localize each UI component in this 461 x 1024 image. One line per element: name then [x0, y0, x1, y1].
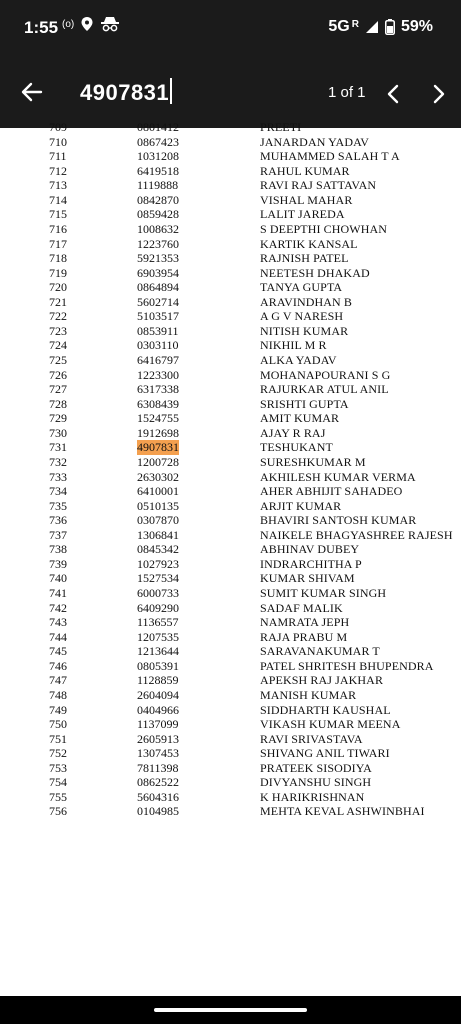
find-search-input[interactable] [80, 78, 290, 108]
incognito-icon [100, 16, 120, 32]
table-row [0, 440, 461, 455]
roll-number: 0404966 [137, 702, 179, 717]
candidate-name: SADAF MALIK [260, 600, 343, 615]
system-navigation-bar [0, 996, 461, 1024]
candidate-name: RAVI RAJ SATTAVAN [260, 178, 377, 193]
candidate-name: ARAVINDHAN B [260, 294, 352, 309]
table-row [0, 615, 461, 630]
candidate-name: VIKASH KUMAR MEENA [260, 717, 401, 732]
serial-number: 751 [49, 731, 67, 746]
signal-icon [365, 20, 379, 34]
serial-number: 750 [49, 717, 67, 732]
serial-number: 718 [49, 251, 67, 266]
roll-number: 0801412 [137, 120, 179, 134]
table-row [0, 528, 461, 543]
result-list [0, 120, 461, 819]
serial-number: 745 [49, 644, 67, 659]
candidate-name: SURESHKUMAR M [260, 454, 366, 469]
candidate-name: SARAVANAKUMAR T [260, 644, 380, 659]
status-left-icons [62, 16, 120, 32]
serial-number: 728 [49, 396, 67, 411]
roll-number: 2604094 [137, 687, 179, 702]
roll-number: 2605913 [137, 731, 179, 746]
find-in-page-bar [0, 56, 461, 128]
find-query-text: 4907831 [80, 80, 170, 105]
candidate-name: RAVI SRIVASTAVA [260, 731, 363, 746]
back-arrow-icon[interactable] [18, 78, 46, 106]
serial-number: 721 [49, 294, 67, 309]
roll-number: 2630302 [137, 469, 179, 484]
serial-number: 722 [49, 309, 67, 324]
candidate-name: K HARIKRISHNAN [260, 789, 365, 804]
serial-number: 710 [49, 134, 67, 149]
table-row [0, 178, 461, 193]
serial-number: 743 [49, 615, 67, 630]
candidate-name: SHIVANG ANIL TIWARI [260, 746, 390, 761]
candidate-name: SIDDHARTH KAUSHAL [260, 702, 391, 717]
table-row [0, 484, 461, 499]
candidate-name: MANISH KUMAR [260, 687, 357, 702]
table-row [0, 673, 461, 688]
roll-number: 1223760 [137, 236, 179, 251]
candidate-name: JANARDAN YADAV [260, 134, 370, 149]
table-row [0, 280, 461, 295]
candidate-name: RAHUL KUMAR [260, 163, 350, 178]
table-row [0, 761, 461, 776]
match-count: 1 of 1 [328, 84, 366, 101]
candidate-name: KARTIK KANSAL [260, 236, 358, 251]
candidate-name: NITISH KUMAR [260, 323, 349, 338]
roll-number: 5604316 [137, 789, 179, 804]
serial-number: 737 [49, 527, 67, 542]
candidate-name: TESHUKANT [260, 440, 333, 455]
candidate-name: RAJURKAR ATUL ANIL [260, 382, 389, 397]
candidate-name: ABHINAV DUBEY [260, 542, 360, 557]
table-row [0, 804, 461, 819]
roll-number: 6000733 [137, 586, 179, 600]
candidate-name: PREETI [260, 120, 302, 134]
candidate-name: APEKSH RAJ JAKHAR [260, 673, 384, 688]
serial-number: 747 [49, 673, 67, 688]
roll-number: 0510135 [137, 498, 179, 513]
battery-percent: 59% [400, 18, 433, 35]
serial-number: 734 [49, 484, 67, 499]
table-row [0, 222, 461, 237]
roll-number: 0805391 [137, 658, 179, 673]
candidate-name: AJAY R RAJ [260, 425, 326, 440]
roll-number: 1207535 [137, 629, 179, 644]
candidate-name: TANYA GUPTA [260, 280, 343, 295]
serial-number: 752 [49, 746, 67, 761]
serial-number: 723 [49, 323, 67, 338]
serial-number: 753 [49, 760, 67, 775]
serial-number: 716 [49, 221, 67, 236]
roll-number: 1213644 [137, 644, 179, 659]
location-pin-icon [80, 16, 94, 32]
table-row [0, 601, 461, 616]
table-row [0, 513, 461, 528]
table-row [0, 295, 461, 310]
table-row [0, 455, 461, 470]
candidate-name: A G V NARESH [260, 309, 344, 324]
serial-number: 738 [49, 542, 67, 557]
candidate-name: BHAVIRI SANTOSH KUMAR [260, 513, 417, 528]
table-row [0, 688, 461, 703]
table-row [0, 149, 461, 164]
roll-number: 0862522 [137, 775, 179, 790]
table-row [0, 266, 461, 281]
table-row [0, 251, 461, 266]
candidate-name: KUMAR SHIVAM [260, 571, 355, 586]
candidate-name: SUMIT KUMAR SINGH [260, 586, 387, 600]
serial-number: 726 [49, 367, 67, 382]
candidate-name: RAJA PRABU M [260, 629, 348, 644]
roll-number: 1137099 [137, 717, 179, 732]
table-row [0, 542, 461, 557]
roll-number: 1136557 [137, 615, 179, 630]
serial-number: 744 [49, 629, 67, 644]
table-row [0, 207, 461, 222]
candidate-name: AKHILESH KUMAR VERMA [260, 469, 416, 484]
serial-number: 727 [49, 382, 67, 397]
table-row [0, 659, 461, 674]
next-match-button[interactable] [424, 80, 452, 108]
table-row [0, 790, 461, 805]
roll-number: 0867423 [137, 134, 179, 149]
roll-number: 5602714 [137, 294, 179, 309]
candidate-name: DIVYANSHU SINGH [260, 775, 372, 790]
roll-number: 1119888 [137, 178, 179, 193]
network-type: 5G [328, 18, 350, 35]
roll-number: 0864894 [137, 280, 179, 295]
roll-number: 5103517 [137, 309, 179, 324]
candidate-name: LALIT JAREDA [260, 207, 345, 222]
serial-number: 741 [49, 586, 67, 600]
candidate-name: INDRARCHITHA P [260, 556, 362, 571]
roll-number: 1128859 [137, 673, 179, 688]
serial-number: 709 [49, 120, 67, 134]
serial-number: 756 [49, 804, 67, 819]
serial-number: 711 [49, 149, 67, 164]
table-row [0, 746, 461, 761]
roll-number: 1307453 [137, 746, 179, 761]
table-row [0, 368, 461, 383]
roll-number: 7811398 [137, 760, 179, 775]
table-row [0, 193, 461, 208]
serial-number: 720 [49, 280, 67, 295]
serial-number: 725 [49, 353, 67, 367]
search-match-highlight: 4907831 [137, 440, 179, 455]
status-bar [0, 0, 461, 56]
status-right-icons [328, 18, 433, 36]
candidate-name: VISHAL MAHAR [260, 192, 353, 207]
table-row [0, 237, 461, 252]
candidate-name: NAMRATA JEPH [260, 615, 350, 630]
serial-number: 714 [49, 192, 67, 207]
previous-match-button[interactable] [380, 80, 408, 108]
roll-number: 6419518 [137, 163, 179, 178]
table-row [0, 135, 461, 150]
candidate-name: MOHANAPOURANI S G [260, 367, 391, 382]
table-row [0, 382, 461, 397]
roll-number: 0104985 [137, 804, 179, 819]
candidate-name: MUHAMMED SALAH T A [260, 149, 400, 164]
roll-number: 1031208 [137, 149, 179, 164]
serial-number: 732 [49, 454, 67, 469]
roll-number: 0853911 [137, 323, 179, 338]
serial-number: 731 [49, 440, 67, 455]
roaming-indicator: R [351, 18, 359, 30]
serial-number: 724 [49, 338, 67, 353]
table-row [0, 397, 461, 412]
serial-number: 754 [49, 775, 67, 790]
roll-number: 1008632 [137, 221, 179, 236]
roll-number: 6410001 [137, 484, 179, 499]
serial-number: 739 [49, 556, 67, 571]
candidate-name: AMIT KUMAR [260, 411, 340, 426]
table-row [0, 775, 461, 790]
roll-number: 0845342 [137, 542, 179, 557]
table-row [0, 120, 461, 135]
candidate-name: NIKHIL M R [260, 338, 327, 353]
serial-number: 715 [49, 207, 67, 222]
table-row [0, 164, 461, 179]
roll-number: 1912698 [137, 425, 179, 440]
candidate-name: NEETESH DHAKAD [260, 265, 370, 280]
serial-number: 717 [49, 236, 67, 251]
serial-number: 735 [49, 498, 67, 513]
pdf-document-view[interactable] [0, 120, 461, 996]
serial-number: 730 [49, 425, 67, 440]
roll-number: 6317338 [137, 382, 179, 397]
text-cursor [170, 78, 172, 104]
table-row [0, 426, 461, 441]
roll-number: 1306841 [137, 527, 179, 542]
table-row [0, 324, 461, 339]
status-time: 1:55 [24, 18, 59, 37]
serial-number: 749 [49, 702, 67, 717]
table-row [0, 309, 461, 324]
roll-number: 1200728 [137, 454, 179, 469]
candidate-name: PRATEEK SISODIYA [260, 760, 372, 775]
candidate-name: NAIKELE BHAGYASHREE RAJESH [260, 527, 453, 542]
candidate-name: AHER ABHIJIT SAHADEO [260, 484, 403, 499]
serial-number: 733 [49, 469, 67, 484]
serial-number: 740 [49, 571, 67, 586]
serial-number: 742 [49, 600, 67, 615]
roll-number: 6416797 [137, 353, 179, 367]
candidate-name: ARJIT KUMAR [260, 498, 342, 513]
table-row [0, 717, 461, 732]
serial-number: 746 [49, 658, 67, 673]
roll-number: 5921353 [137, 251, 179, 266]
battery-icon [385, 19, 395, 35]
roll-number: 1527534 [137, 571, 179, 586]
candidate-name: RAJNISH PATEL [260, 251, 349, 266]
serial-number: 736 [49, 513, 67, 528]
table-row [0, 732, 461, 747]
table-row [0, 338, 461, 353]
roll-number: 0307870 [137, 513, 179, 528]
roll-number: 0303110 [137, 338, 179, 353]
serial-number: 712 [49, 163, 67, 178]
roll-number: 1027923 [137, 556, 179, 571]
serial-number: 713 [49, 178, 67, 193]
roll-number: 6308439 [137, 396, 179, 411]
candidate-name: ALKA YADAV [260, 353, 337, 367]
serial-number: 748 [49, 687, 67, 702]
table-row [0, 470, 461, 485]
candidate-name: S DEEPTHI CHOWHAN [260, 221, 388, 236]
roll-number: 6903954 [137, 265, 179, 280]
candidate-name: MEHTA KEVAL ASHWINBHAI [260, 804, 425, 819]
table-row [0, 644, 461, 659]
roll-number: 0859428 [137, 207, 179, 222]
table-row [0, 586, 461, 601]
table-row [0, 703, 461, 718]
roll-number: 1524755 [137, 411, 179, 426]
serial-number: 729 [49, 411, 67, 426]
roll-number: 0842870 [137, 192, 179, 207]
roll-number: 1223300 [137, 367, 179, 382]
candidate-name: SRISHTI GUPTA [260, 396, 349, 411]
candidate-name: PATEL SHRITESH BHUPENDRA [260, 658, 434, 673]
serial-number: 719 [49, 265, 67, 280]
home-gesture-handle[interactable] [154, 1008, 307, 1012]
serial-number: 755 [49, 789, 67, 804]
table-row [0, 499, 461, 514]
roll-number: 6409290 [137, 600, 179, 615]
table-row [0, 557, 461, 572]
table-row [0, 571, 461, 586]
table-row [0, 353, 461, 368]
table-row [0, 630, 461, 645]
table-row [0, 411, 461, 426]
hotspot-icon: (o) [62, 18, 75, 30]
